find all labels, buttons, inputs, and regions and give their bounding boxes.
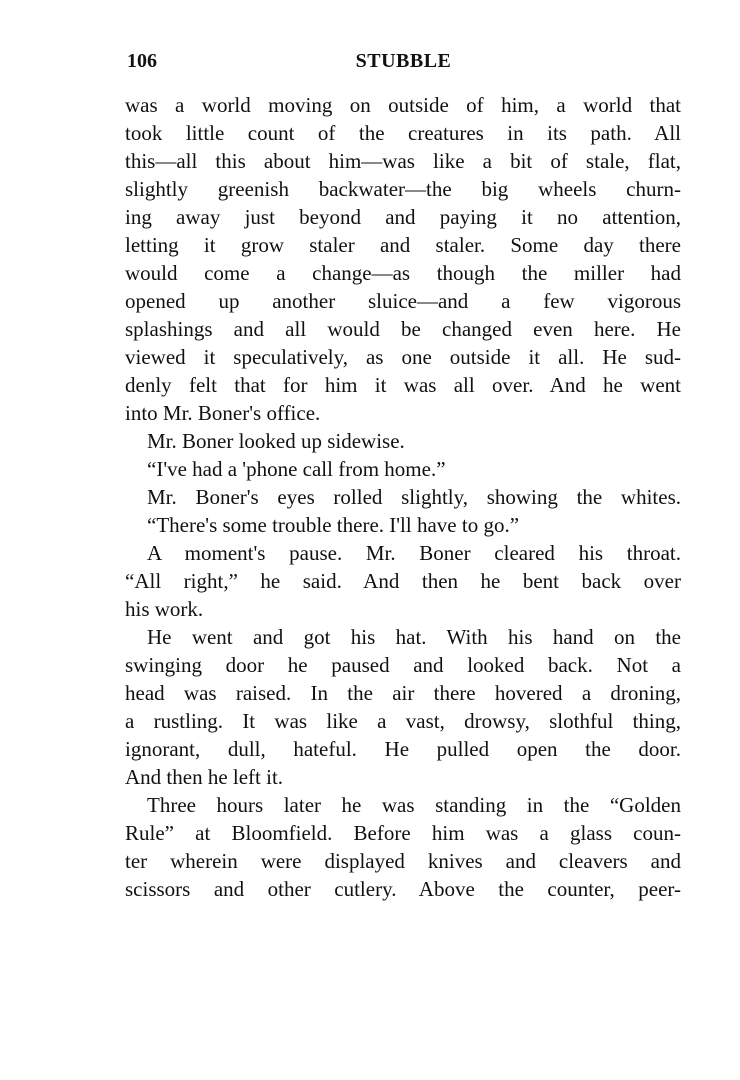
text-line: opened up another sluice—and a few vigorous [125, 289, 681, 313]
text-line: ignorant, dull, hateful. He pulled open the door. [125, 737, 681, 761]
text-line: slightly greenish backwater—the big wheels churn- [125, 177, 681, 201]
text-line: would come a change—as though the miller had [125, 261, 681, 285]
text-line: splashings and all would be changed even here. He [125, 317, 681, 341]
text-line: letting it grow staler and staler. Some day there [125, 233, 681, 257]
text-line: Mr. Boner's eyes rolled slightly, showing the whites. [147, 485, 681, 509]
text-line: A moment's pause. Mr. Boner cleared his throat. [147, 541, 681, 565]
running-title: STUBBLE [355, 50, 452, 72]
text-line: He went and got his hat. With his hand on the [147, 625, 681, 649]
page-number: 106 [127, 50, 157, 72]
text-line: And then he left it. [125, 765, 284, 789]
body-text [125, 91, 681, 903]
text-line: swinging door he paused and looked back. Not a [125, 653, 681, 677]
text-line: Mr. Boner looked up sidewise. [147, 429, 405, 453]
text-line: was a world moving on outside of him, a world that [125, 93, 681, 117]
text-line: viewed it speculatively, as one outside it all. He sud- [125, 345, 681, 369]
text-line: took little count of the creatures in its path. All [125, 121, 681, 145]
text-line: this—all this about him—was like a bit of stale, flat, [125, 149, 681, 173]
text-line: ter wherein were displayed knives and cleavers and [125, 849, 681, 873]
page-header [127, 50, 680, 76]
text-line: ing away just beyond and paying it no attention, [125, 205, 681, 229]
text-line: Three hours later he was standing in the “Golden [147, 793, 681, 817]
text-line: Rule” at Bloomfield. Before him was a glass coun- [125, 821, 681, 845]
text-line: denly felt that for him it was all over. And he went [125, 373, 681, 397]
text-line: into Mr. Boner's office. [125, 401, 321, 425]
text-line: “I've had a 'phone call from home.” [147, 457, 446, 481]
text-line: his work. [125, 597, 204, 621]
text-line: scissors and other cutlery. Above the counter, peer- [125, 877, 681, 901]
text-line: head was raised. In the air there hovered a droning, [125, 681, 681, 705]
text-line: “All right,” he said. And then he bent back over [125, 569, 681, 593]
text-line: a rustling. It was like a vast, drowsy, slothful thing, [125, 709, 681, 733]
text-line: “There's some trouble there. I'll have to go.” [147, 513, 520, 537]
